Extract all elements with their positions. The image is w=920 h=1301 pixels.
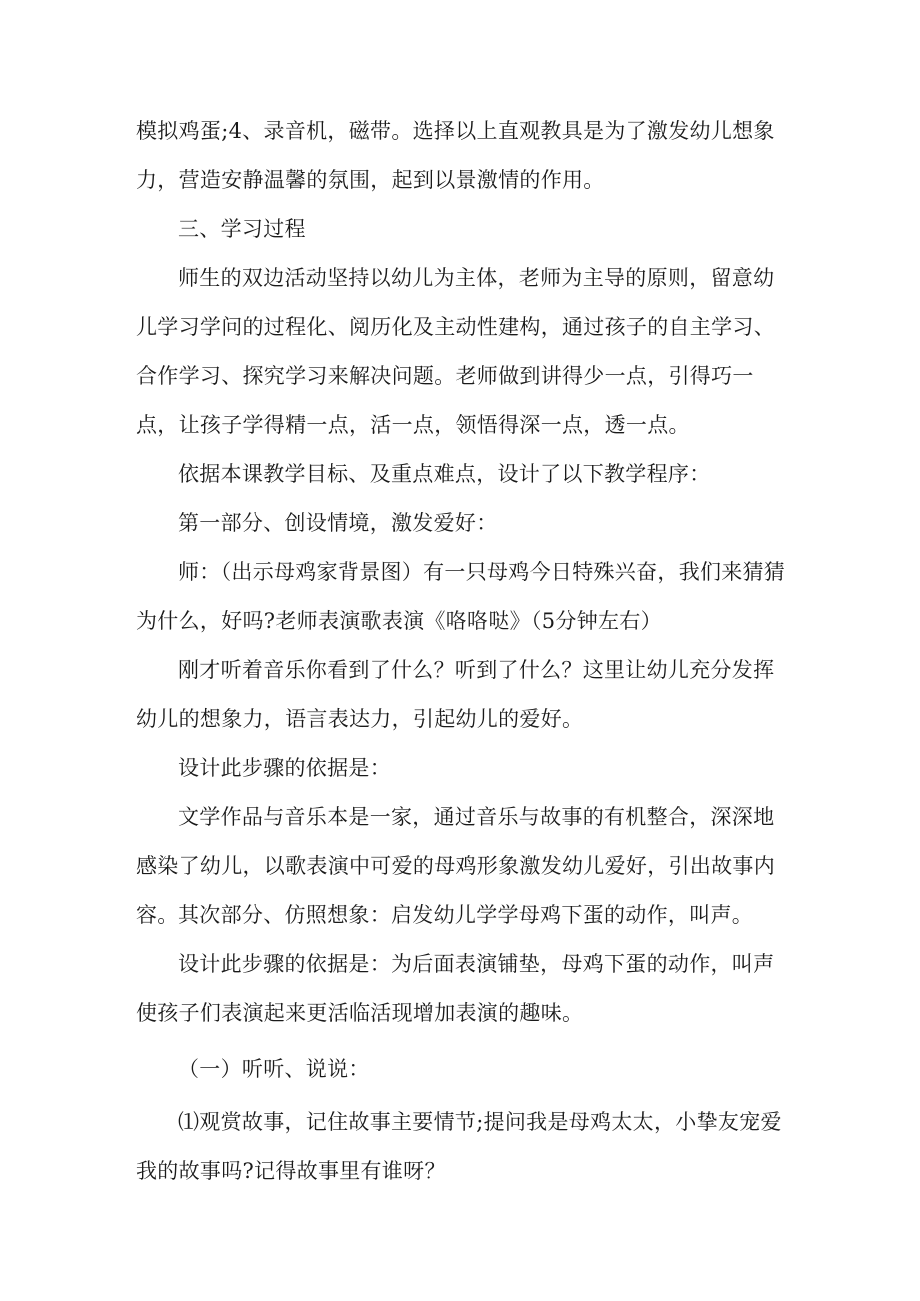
heading-listen-speak: （一）听听、说说： (178, 1057, 370, 1081)
paragraph-literature-music: 文学作品与音乐本是一家，通过音乐与故事的有机整合，深深地感染了幼儿，以歌表演中可爱的母鸡形象激发幼儿爱好，引出故事内容。 (136, 805, 775, 927)
paragraph-teaching-principle: 师生的双边活动坚持以幼儿为主体，老师为主导的原则，留意幼儿学习学问的过程化、阅历化及主动性建构，通过孩子的自主学习、合作学习、探究学习来解决问题。老师做到讲得少一点，引得巧一点，让孩子学得精一点，活一点，领悟得深一点，透一点。 (136, 266, 775, 437)
paragraph-teaching-aids: 模拟鸡蛋;4、录音机，磁带。选择以上直观教具是为了激发幼儿想象力，营造安静温馨的氛围，起到以景激情的作用。 (136, 119, 775, 192)
heading-part-one: 第一部分、创设情境，激发爱好： (178, 511, 498, 535)
paragraph-enjoy-story: ⑴观赏故事，记住故事主要情节;提问我是母鸡太太，小挚友宠爱我的故事吗?记得故事里有谁呀？ (136, 1110, 782, 1183)
paragraph-teacher-action: 师：（出示母鸡家背景图）有一只母鸡今日特殊兴奋，我们来猜猜为什么，好吗?老师表演歌表演《咯咯哒》（5分钟左右） (136, 560, 786, 633)
paragraph-step-basis-2: 设计此步骤的依据是：为后面表演铺垫，母鸡下蛋的动作，叫声使孩子们表演起来更活临活现增加表演的趣味。 (136, 952, 775, 1025)
heading-part-two: 其次部分、仿照想象：启发幼儿学学母鸡下蛋的动作，叫声。 (178, 903, 754, 927)
heading-step-basis-1: 设计此步骤的依据是： (178, 756, 391, 780)
paragraph-music-question: 刚才听着音乐你看到了什么？听到了什么？这里让幼儿充分发挥幼儿的想象力，语言表达力，引起幼儿的爱好。 (136, 658, 775, 731)
heading-learning-process: 三、学习过程 (178, 217, 306, 241)
paragraph-teaching-program: 依据本课教学目标、及重点难点，设计了以下教学程序： (178, 462, 711, 486)
